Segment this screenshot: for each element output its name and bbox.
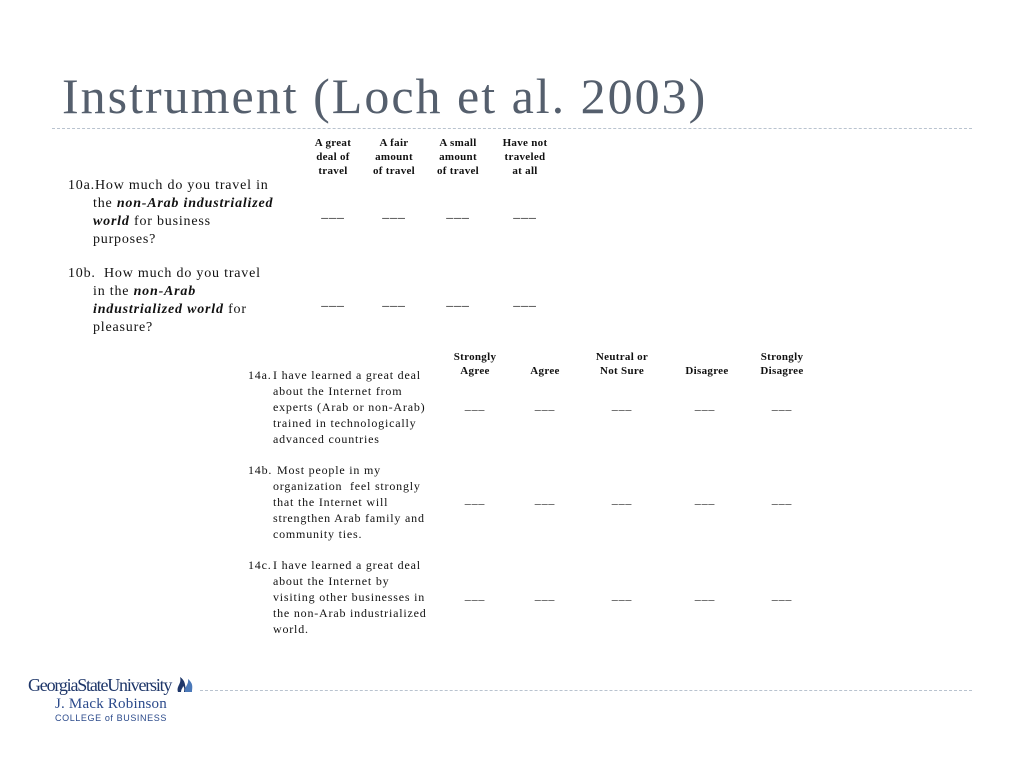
question-line — [93, 231, 315, 249]
text-segment: in the — [93, 284, 134, 299]
likert-header-strongly-agree: Strongly Agree — [453, 351, 497, 377]
slide-title: Instrument (Loch et al. 2003) — [62, 68, 708, 124]
question-text: I have learned a great deal about the Internet from experts (Arab or non-Arab) trained in technologically advanced countries — [273, 368, 426, 446]
question-text — [95, 177, 315, 249]
answer-blank: ___ — [382, 294, 406, 309]
likert-header-strongly-disagree: Strongly Disagree — [760, 351, 804, 377]
emphasized-text: industrialized world — [93, 302, 224, 317]
answer-blank: ___ — [321, 294, 345, 309]
answer-blank: ___ — [464, 398, 486, 412]
answer-blank: ___ — [321, 206, 345, 221]
answer-blank: ___ — [513, 294, 537, 309]
text-segment: for — [223, 302, 247, 317]
text-segment: How much do you travel — [104, 266, 261, 281]
gsu-flame-icon — [175, 675, 195, 693]
emphasized-text: world — [93, 214, 130, 229]
text-segment: for business — [129, 214, 211, 229]
question-number: 14c. — [248, 558, 272, 572]
question-number: 10b. — [68, 266, 96, 281]
answer-blank: ___ — [446, 294, 470, 309]
likert-header-agree: Agree — [530, 365, 560, 377]
answer-blank: ___ — [694, 492, 716, 506]
answer-blank: ___ — [446, 206, 470, 221]
question-number: 14a. — [248, 368, 272, 382]
answer-blank: ___ — [771, 492, 793, 506]
university-logo-text: GeorgiaStateUniversity — [28, 675, 172, 695]
answer-blank: ___ — [534, 398, 556, 412]
question-line — [93, 195, 315, 213]
footer-divider — [200, 690, 972, 691]
travel-header-great-deal: A great deal of travel — [314, 137, 352, 177]
text-segment: the — [93, 196, 117, 211]
emphasized-text: non-Arab — [133, 284, 197, 299]
travel-header-small-amount: A small amount of travel — [436, 137, 480, 177]
answer-blank: ___ — [771, 398, 793, 412]
question-line — [95, 177, 315, 195]
answer-blank: ___ — [382, 206, 406, 221]
text-segment: purposes? — [93, 232, 157, 247]
answer-blank: ___ — [534, 492, 556, 506]
likert-header-neutral: Neutral or Not Sure — [595, 351, 649, 377]
likert-header-disagree: Disagree — [685, 365, 729, 377]
travel-header-not-traveled: Have not traveled at all — [502, 137, 548, 177]
answer-blank: ___ — [464, 588, 486, 602]
travel-header-fair-amount: A fair amount of travel — [372, 137, 416, 177]
answer-blank: ___ — [611, 398, 633, 412]
answer-blank: ___ — [694, 588, 716, 602]
question-number: 14b. — [248, 463, 273, 477]
question-line — [104, 265, 313, 283]
college-name: J. Mack Robinson — [55, 696, 167, 712]
answer-blank: ___ — [464, 492, 486, 506]
question-line — [93, 283, 313, 301]
question-text: I have learned a great deal about the Internet by visiting other businesses in the non-Arab industrialized world. — [273, 558, 427, 636]
college-subtitle: COLLEGE of BUSINESS — [55, 713, 167, 723]
answer-blank: ___ — [694, 398, 716, 412]
text-segment: pleasure? — [93, 320, 154, 335]
answer-blank: ___ — [611, 588, 633, 602]
question-line — [93, 319, 313, 337]
question-text — [93, 265, 313, 337]
answer-blank: ___ — [611, 492, 633, 506]
question-text: Most people in my organization feel strongly that the Internet will strengthen Arab family and community ties. — [273, 463, 425, 541]
question-number: 10a. — [68, 178, 95, 193]
emphasized-text: non-Arab industrialized — [116, 196, 274, 211]
answer-blank: ___ — [771, 588, 793, 602]
question-line — [93, 213, 315, 231]
text-segment: How much do you travel in — [95, 178, 269, 193]
answer-blank: ___ — [513, 206, 537, 221]
answer-blank: ___ — [534, 588, 556, 602]
title-divider — [52, 128, 972, 129]
question-line — [93, 301, 313, 319]
